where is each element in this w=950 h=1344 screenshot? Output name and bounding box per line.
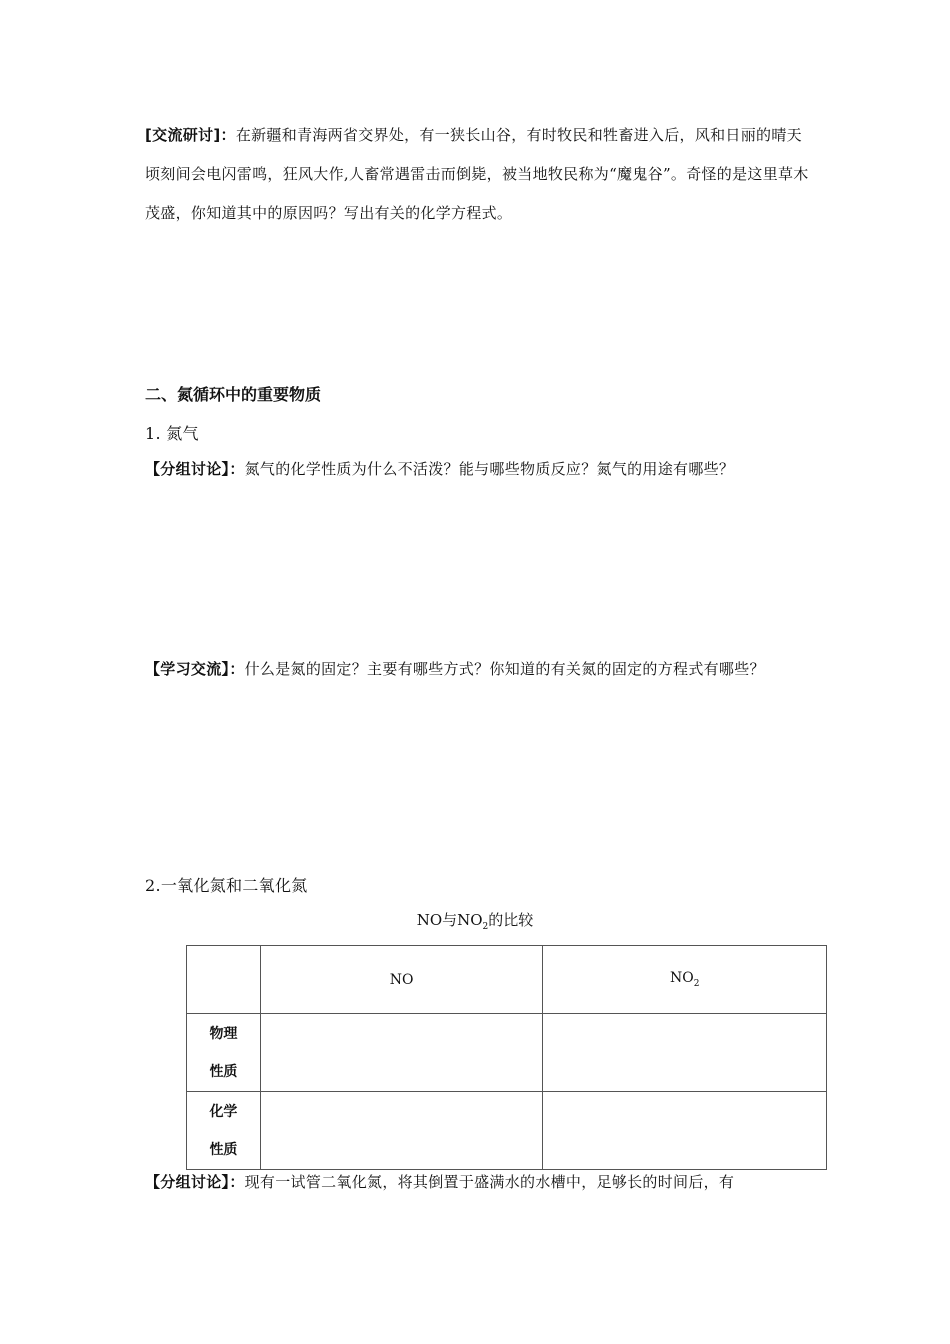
row-physical-line2: 性质 — [209, 1063, 238, 1080]
chemical-no2-cell — [543, 1092, 827, 1170]
table-row-chemical — [187, 1092, 827, 1170]
table-corner-cell — [187, 946, 261, 1014]
caption-post: 的比较 — [488, 911, 534, 929]
study-exchange — [145, 650, 815, 689]
row-chemical-header — [187, 1092, 261, 1170]
col-no-label: NO — [389, 971, 414, 988]
caption-pre: NO与NO — [416, 911, 483, 929]
row-physical-header — [187, 1014, 261, 1092]
item2-title: 2.一氧化氮和二氧化氮 — [145, 876, 308, 895]
col-no2 — [543, 946, 827, 1014]
col-no2-sub: 2 — [693, 978, 700, 989]
group-discussion-1-colon: ： — [229, 460, 245, 478]
exchange-label: [交流研讨] — [145, 126, 221, 144]
table-row-physical — [187, 1014, 827, 1092]
group-discussion-1 — [145, 450, 815, 489]
col-no — [260, 946, 543, 1014]
exchange-paragraph — [145, 116, 815, 233]
group-discussion-2-label: 【分组讨论】 — [145, 1173, 230, 1191]
table-caption — [0, 909, 950, 932]
exchange-text: 在新疆和青海两省交界处，有一狭长山谷，有时牧民和牲畜进入后，风和日丽的晴天顷刻间会电闪雷鸣，狂风大作,人畜常遇雷击而倒毙，被当地牧民称为“魔鬼谷”。奇怪的是这里草木茂盛，你知道其中的原因吗？写出有关的化学方程式。 — [145, 126, 809, 222]
col-no2-label: NO — [669, 970, 694, 987]
group-discussion-1-label: 【分组讨论】 — [145, 460, 230, 478]
group-discussion-2 — [145, 1163, 815, 1202]
study-exchange-text: 什么是氮的固定？主要有哪些方式？你知道的有关氮的固定的方程式有哪些？ — [244, 660, 765, 678]
comparison-table — [186, 945, 827, 1170]
item1-title: 1. 氮气 — [145, 424, 199, 443]
row-chemical-line2: 性质 — [209, 1141, 238, 1158]
section-title: 二、氮循环中的重要物质 — [145, 385, 322, 404]
study-exchange-colon: ： — [229, 660, 245, 678]
table-header-row — [187, 946, 827, 1014]
group-discussion-2-text: 现有一试管二氧化氮，将其倒置于盛满水的水槽中，足够长的时间后，有 — [244, 1173, 735, 1191]
physical-no2-cell — [543, 1014, 827, 1092]
study-exchange-label: 【学习交流】 — [145, 660, 230, 678]
chemical-no-cell — [260, 1092, 543, 1170]
row-chemical-line1: 化学 — [209, 1103, 238, 1120]
row-physical-line1: 物理 — [209, 1025, 238, 1042]
group-discussion-2-colon: ： — [229, 1173, 245, 1191]
caption-sub: 2 — [482, 922, 489, 932]
physical-no-cell — [260, 1014, 543, 1092]
group-discussion-1-text: 氮气的化学性质为什么不活泼？能与哪些物质反应？氮气的用途有哪些？ — [244, 460, 735, 478]
exchange-colon: ： — [220, 126, 236, 144]
